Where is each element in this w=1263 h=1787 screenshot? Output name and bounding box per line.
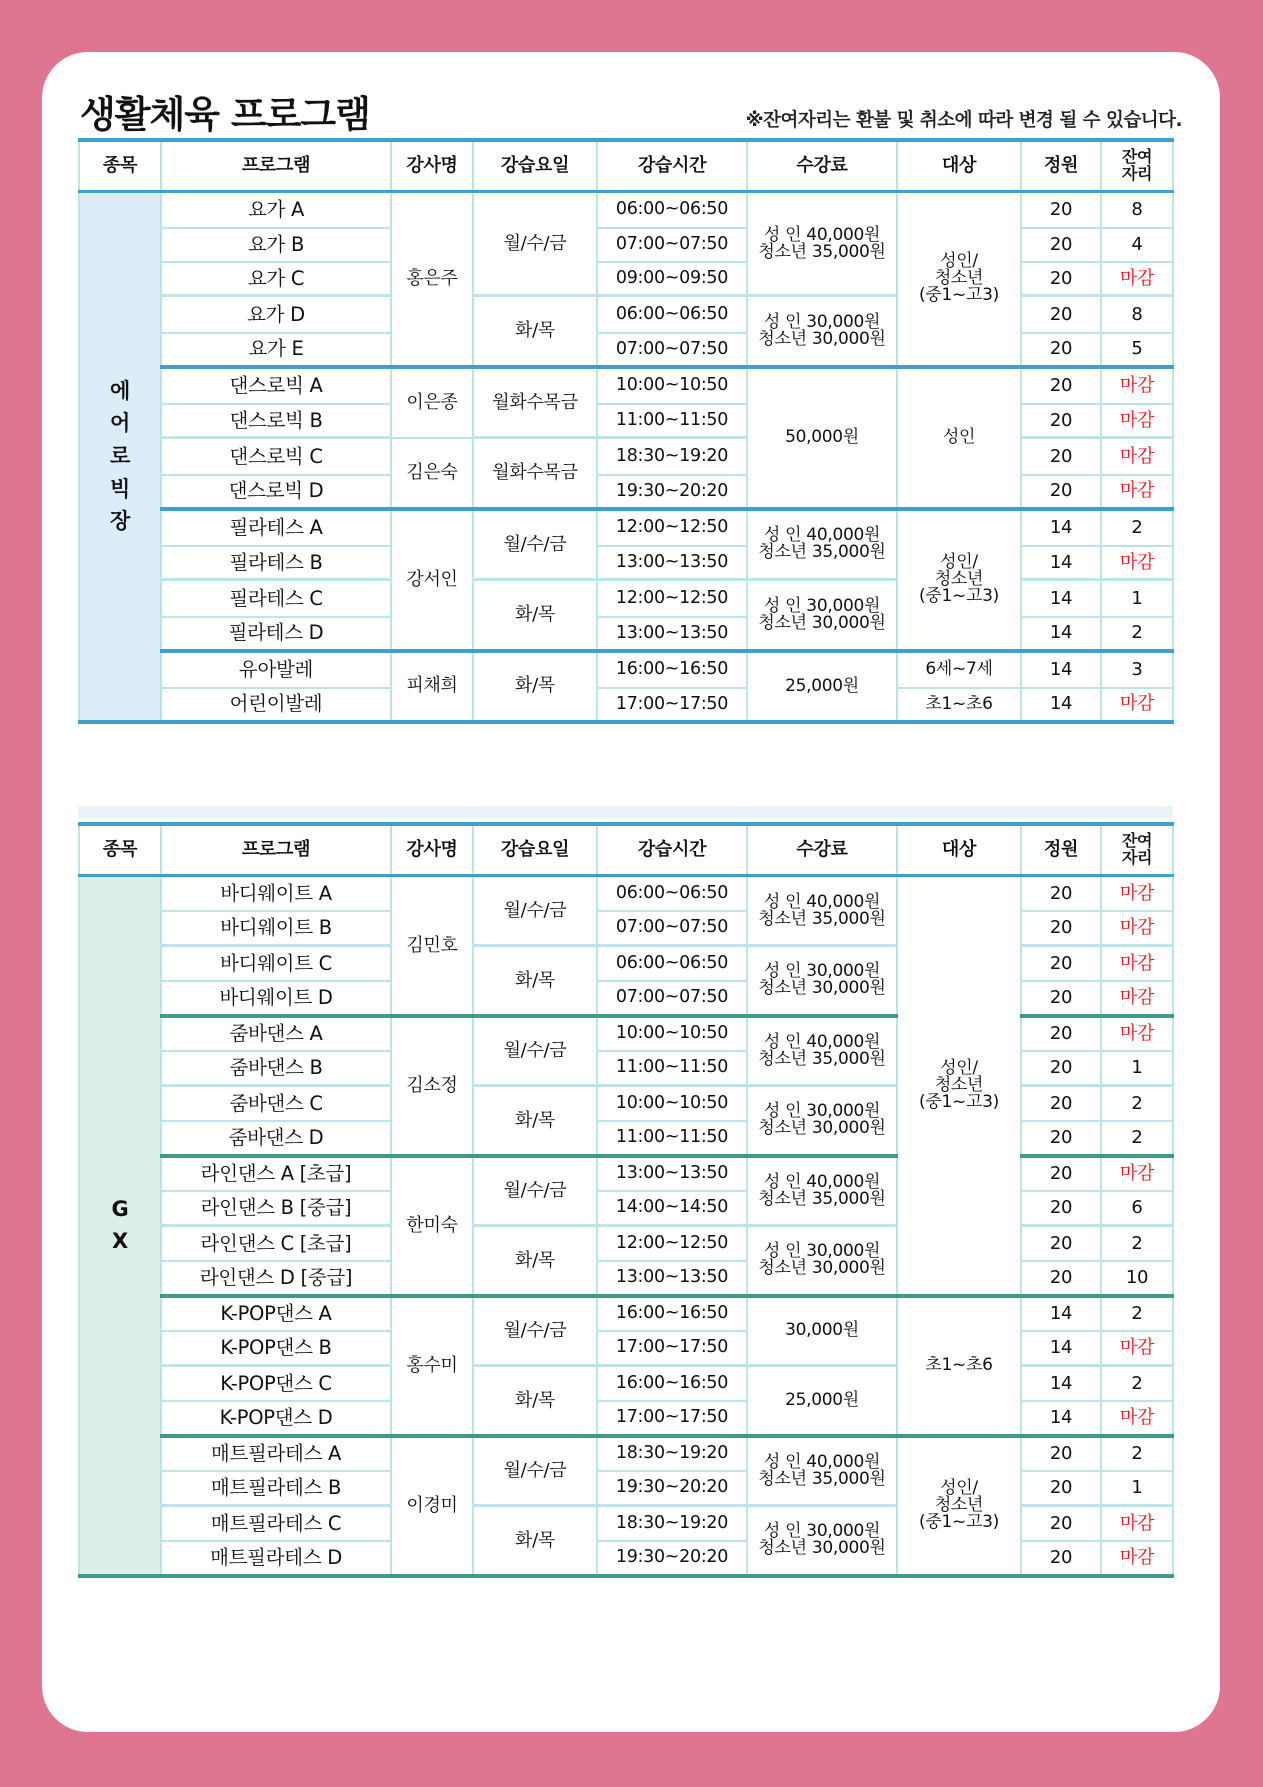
header-target: 대상	[897, 140, 1021, 192]
program-name: 바디웨이트 D	[161, 981, 391, 1016]
remaining-seats: 마감	[1101, 1541, 1173, 1576]
header-program: 프로그램	[161, 824, 391, 876]
remaining-seats: 마감	[1101, 404, 1173, 438]
table-row	[79, 192, 1173, 228]
program-name: 유아발레	[161, 651, 391, 688]
header-program: 프로그램	[161, 140, 391, 192]
program-name: 라인댄스 C [초급]	[161, 1226, 391, 1261]
program-name: 매트필라테스 B	[161, 1471, 391, 1506]
class-days: 화/목	[473, 296, 597, 367]
class-time: 12:00~12:50	[597, 1226, 747, 1261]
header-instructor: 강사명	[391, 824, 473, 876]
class-fee: 성 인 30,000원 청소년 30,000원	[747, 1226, 897, 1296]
capacity: 20	[1021, 192, 1101, 228]
capacity: 20	[1021, 876, 1101, 911]
class-time: 16:00~16:50	[597, 1366, 747, 1401]
class-time: 11:00~11:50	[597, 1121, 747, 1156]
remaining-seats: 2	[1101, 1366, 1173, 1401]
program-name: 요가 A	[161, 192, 391, 228]
class-days: 화/목	[473, 651, 597, 722]
program-name: 요가 D	[161, 296, 391, 333]
class-days: 월/수/금	[473, 192, 597, 296]
capacity: 14	[1021, 651, 1101, 688]
table-row	[79, 1436, 1173, 1471]
class-time: 12:00~12:50	[597, 509, 747, 546]
capacity: 20	[1021, 1121, 1101, 1156]
capacity: 20	[1021, 1471, 1101, 1506]
remaining-seats: 10	[1101, 1261, 1173, 1296]
class-time: 07:00~07:50	[597, 228, 747, 262]
remaining-seats: 2	[1101, 617, 1173, 651]
remaining-seats: 2	[1101, 1121, 1173, 1156]
header-fee: 수강료	[747, 824, 897, 876]
remaining-seats: 4	[1101, 228, 1173, 262]
program-name: 라인댄스 B [중급]	[161, 1191, 391, 1226]
class-days: 화/목	[473, 580, 597, 651]
program-name: 라인댄스 D [중급]	[161, 1261, 391, 1296]
header-days: 강습요일	[473, 824, 597, 876]
remaining-seats: 마감	[1101, 981, 1173, 1016]
remaining-seats: 마감	[1101, 1156, 1173, 1191]
program-name: 매트필라테스 D	[161, 1541, 391, 1576]
remaining-seats: 마감	[1101, 1331, 1173, 1366]
class-time: 09:00~09:50	[597, 262, 747, 296]
capacity: 14	[1021, 1331, 1101, 1366]
header-time: 강습시간	[597, 824, 747, 876]
class-target: 초1~초6	[897, 1296, 1021, 1436]
capacity: 20	[1021, 911, 1101, 946]
remaining-seats: 2	[1101, 1436, 1173, 1471]
remaining-seats: 마감	[1101, 367, 1173, 404]
header-instructor: 강사명	[391, 140, 473, 192]
class-fee: 30,000원	[747, 1296, 897, 1366]
header-fee: 수강료	[747, 140, 897, 192]
class-days: 월/수/금	[473, 876, 597, 946]
header-remaining: 잔여 자리	[1101, 824, 1173, 876]
program-name: K-POP댄스 A	[161, 1296, 391, 1331]
class-time: 13:00~13:50	[597, 546, 747, 580]
instructor-name: 김민호	[391, 876, 473, 1016]
program-name: 바디웨이트 C	[161, 946, 391, 981]
class-days: 월화수목금	[473, 367, 597, 438]
program-name: 요가 E	[161, 333, 391, 367]
program-name: 줌바댄스 C	[161, 1086, 391, 1121]
remaining-seats: 마감	[1101, 1506, 1173, 1541]
aerobic-schedule-table	[78, 138, 1174, 724]
remaining-seats: 8	[1101, 296, 1173, 333]
class-time: 17:00~17:50	[597, 688, 747, 722]
class-days: 월화수목금	[473, 438, 597, 509]
class-time: 13:00~13:50	[597, 1261, 747, 1296]
capacity: 20	[1021, 333, 1101, 367]
remaining-seats: 마감	[1101, 946, 1173, 981]
program-name: 요가 B	[161, 228, 391, 262]
instructor-name: 이경미	[391, 1436, 473, 1576]
capacity: 20	[1021, 946, 1101, 981]
header-category: 종목	[79, 824, 161, 876]
class-time: 06:00~06:50	[597, 946, 747, 981]
remaining-seats: 6	[1101, 1191, 1173, 1226]
capacity: 20	[1021, 438, 1101, 475]
class-time: 16:00~16:50	[597, 1296, 747, 1331]
program-name: 바디웨이트 B	[161, 911, 391, 946]
class-target: 6세~7세	[897, 651, 1021, 688]
availability-note: ※잔여자리는 환불 및 취소에 따라 변경 될 수 있습니다.	[745, 110, 1182, 131]
remaining-seats: 8	[1101, 192, 1173, 228]
class-time: 07:00~07:50	[597, 911, 747, 946]
program-name: 필라테스 A	[161, 509, 391, 546]
class-time: 18:30~19:20	[597, 438, 747, 475]
class-fee: 성 인 40,000원 청소년 35,000원	[747, 192, 897, 296]
program-name: 줌바댄스 D	[161, 1121, 391, 1156]
table-row	[79, 876, 1173, 911]
program-name: 댄스로빅 C	[161, 438, 391, 475]
class-days: 화/목	[473, 946, 597, 1016]
remaining-seats: 2	[1101, 1086, 1173, 1121]
program-name: 필라테스 B	[161, 546, 391, 580]
class-target: 성인/ 청소년 (중1~고3)	[897, 1436, 1021, 1576]
header-capacity: 정원	[1021, 824, 1101, 876]
capacity: 20	[1021, 1541, 1101, 1576]
class-target: 성인/ 청소년 (중1~고3)	[897, 876, 1021, 1296]
capacity: 14	[1021, 617, 1101, 651]
capacity: 14	[1021, 509, 1101, 546]
remaining-seats: 마감	[1101, 688, 1173, 722]
class-days: 월/수/금	[473, 1016, 597, 1086]
capacity: 20	[1021, 475, 1101, 509]
class-time: 06:00~06:50	[597, 192, 747, 228]
class-fee: 성 인 30,000원 청소년 30,000원	[747, 1506, 897, 1576]
program-name: 댄스로빅 B	[161, 404, 391, 438]
instructor-name: 홍수미	[391, 1296, 473, 1436]
capacity: 14	[1021, 1296, 1101, 1331]
capacity: 20	[1021, 1051, 1101, 1086]
instructor-name: 김소정	[391, 1016, 473, 1156]
header-days: 강습요일	[473, 140, 597, 192]
instructor-name: 피채희	[391, 651, 473, 722]
class-target: 성인	[897, 367, 1021, 509]
capacity: 20	[1021, 367, 1101, 404]
instructor-name: 홍은주	[391, 192, 473, 367]
program-name: K-POP댄스 B	[161, 1331, 391, 1366]
remaining-seats: 5	[1101, 333, 1173, 367]
capacity: 20	[1021, 1156, 1101, 1191]
instructor-name: 강서인	[391, 509, 473, 651]
capacity: 20	[1021, 1086, 1101, 1121]
capacity: 14	[1021, 546, 1101, 580]
program-name: 요가 C	[161, 262, 391, 296]
program-name: 댄스로빅 D	[161, 475, 391, 509]
class-time: 10:00~10:50	[597, 1016, 747, 1051]
class-time: 19:30~20:20	[597, 475, 747, 509]
remaining-seats: 1	[1101, 1471, 1173, 1506]
remaining-seats: 1	[1101, 1051, 1173, 1086]
remaining-seats: 마감	[1101, 1401, 1173, 1436]
capacity: 14	[1021, 688, 1101, 722]
class-fee: 성 인 40,000원 청소년 35,000원	[747, 509, 897, 580]
remaining-seats: 마감	[1101, 475, 1173, 509]
class-fee: 50,000원	[747, 367, 897, 509]
capacity: 20	[1021, 981, 1101, 1016]
class-target: 성인/ 청소년 (중1~고3)	[897, 192, 1021, 367]
program-name: 매트필라테스 A	[161, 1436, 391, 1471]
capacity: 20	[1021, 1226, 1101, 1261]
capacity: 20	[1021, 262, 1101, 296]
remaining-seats: 2	[1101, 1226, 1173, 1261]
class-time: 10:00~10:50	[597, 1086, 747, 1121]
program-name: 매트필라테스 C	[161, 1506, 391, 1541]
table-row	[79, 1296, 1173, 1331]
program-name: 라인댄스 A [초급]	[161, 1156, 391, 1191]
class-time: 18:30~19:20	[597, 1506, 747, 1541]
capacity: 20	[1021, 404, 1101, 438]
class-time: 06:00~06:50	[597, 876, 747, 911]
class-target: 초1~초6	[897, 688, 1021, 722]
class-time: 11:00~11:50	[597, 404, 747, 438]
remaining-seats: 마감	[1101, 1016, 1173, 1051]
capacity: 14	[1021, 580, 1101, 617]
class-time: 19:30~20:20	[597, 1541, 747, 1576]
table-row	[79, 651, 1173, 688]
table-row	[79, 367, 1173, 404]
table-header-row	[79, 824, 1173, 876]
capacity: 14	[1021, 1401, 1101, 1436]
remaining-seats: 마감	[1101, 546, 1173, 580]
class-time: 06:00~06:50	[597, 296, 747, 333]
remaining-seats: 마감	[1101, 438, 1173, 475]
header-target: 대상	[897, 824, 1021, 876]
class-fee: 성 인 40,000원 청소년 35,000원	[747, 876, 897, 946]
program-name: 댄스로빅 A	[161, 367, 391, 404]
program-name: K-POP댄스 D	[161, 1401, 391, 1436]
class-time: 13:00~13:50	[597, 617, 747, 651]
section-divider	[78, 806, 1172, 818]
class-days: 화/목	[473, 1366, 597, 1436]
capacity: 20	[1021, 1191, 1101, 1226]
class-time: 10:00~10:50	[597, 367, 747, 404]
header-remaining: 잔여 자리	[1101, 140, 1173, 192]
instructor-name: 한미숙	[391, 1156, 473, 1296]
class-time: 18:30~19:20	[597, 1436, 747, 1471]
remaining-seats: 마감	[1101, 262, 1173, 296]
class-days: 월/수/금	[473, 1156, 597, 1226]
table-header-row	[79, 140, 1173, 192]
class-time: 14:00~14:50	[597, 1191, 747, 1226]
class-fee: 성 인 30,000원 청소년 30,000원	[747, 296, 897, 367]
gx-schedule-table	[78, 822, 1174, 1578]
page-title: 생활체육 프로그램	[80, 93, 370, 136]
gx-category-cell: G X	[79, 876, 161, 1576]
class-days: 월/수/금	[473, 509, 597, 580]
class-time: 07:00~07:50	[597, 333, 747, 367]
class-days: 월/수/금	[473, 1436, 597, 1506]
capacity: 14	[1021, 1366, 1101, 1401]
remaining-seats: 마감	[1101, 911, 1173, 946]
class-fee: 성 인 30,000원 청소년 30,000원	[747, 1086, 897, 1156]
class-fee: 성 인 40,000원 청소년 35,000원	[747, 1436, 897, 1506]
remaining-seats: 3	[1101, 651, 1173, 688]
class-time: 12:00~12:50	[597, 580, 747, 617]
program-name: K-POP댄스 C	[161, 1366, 391, 1401]
header-time: 강습시간	[597, 140, 747, 192]
program-name: 어린이발레	[161, 688, 391, 722]
capacity: 20	[1021, 1016, 1101, 1051]
class-days: 화/목	[473, 1506, 597, 1576]
capacity: 20	[1021, 296, 1101, 333]
class-fee: 성 인 40,000원 청소년 35,000원	[747, 1016, 897, 1086]
capacity: 20	[1021, 228, 1101, 262]
class-days: 월/수/금	[473, 1296, 597, 1366]
class-time: 17:00~17:50	[597, 1331, 747, 1366]
class-time: 07:00~07:50	[597, 981, 747, 1016]
header-category: 종목	[79, 140, 161, 192]
class-fee: 성 인 30,000원 청소년 30,000원	[747, 580, 897, 651]
class-time: 11:00~11:50	[597, 1051, 747, 1086]
class-fee: 성 인 40,000원 청소년 35,000원	[747, 1156, 897, 1226]
remaining-seats: 마감	[1101, 876, 1173, 911]
header-capacity: 정원	[1021, 140, 1101, 192]
class-fee: 성 인 30,000원 청소년 30,000원	[747, 946, 897, 1016]
table-row	[79, 688, 1173, 722]
aerobic-category-cell: 에 어 로 빅 장	[79, 192, 161, 722]
class-target: 성인/ 청소년 (중1~고3)	[897, 509, 1021, 651]
program-name: 줌바댄스 A	[161, 1016, 391, 1051]
class-time: 16:00~16:50	[597, 651, 747, 688]
instructor-name: 김은숙	[391, 438, 473, 509]
remaining-seats: 2	[1101, 1296, 1173, 1331]
capacity: 20	[1021, 1261, 1101, 1296]
class-time: 13:00~13:50	[597, 1156, 747, 1191]
class-time: 19:30~20:20	[597, 1471, 747, 1506]
class-time: 17:00~17:50	[597, 1401, 747, 1436]
class-days: 화/목	[473, 1226, 597, 1296]
program-name: 줌바댄스 B	[161, 1051, 391, 1086]
class-fee: 25,000원	[747, 1366, 897, 1436]
remaining-seats: 1	[1101, 580, 1173, 617]
class-fee: 25,000원	[747, 651, 897, 722]
program-name: 필라테스 C	[161, 580, 391, 617]
capacity: 20	[1021, 1436, 1101, 1471]
program-name: 바디웨이트 A	[161, 876, 391, 911]
remaining-seats: 2	[1101, 509, 1173, 546]
table-row	[79, 509, 1173, 546]
class-days: 화/목	[473, 1086, 597, 1156]
capacity: 20	[1021, 1506, 1101, 1541]
program-name: 필라테스 D	[161, 617, 391, 651]
instructor-name: 이은종	[391, 367, 473, 438]
